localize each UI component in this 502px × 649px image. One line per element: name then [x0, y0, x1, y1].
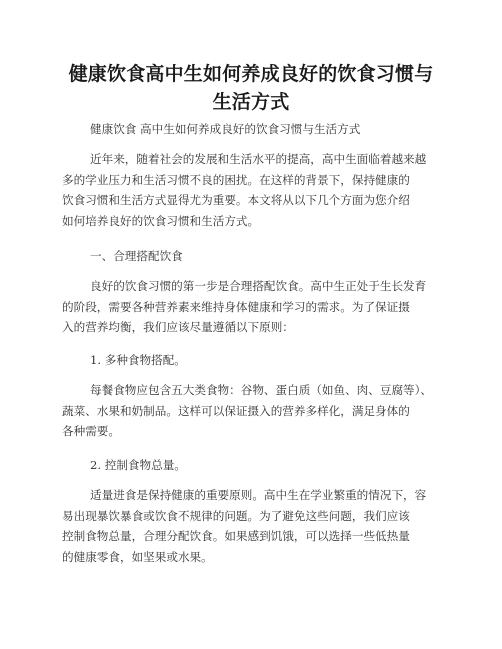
- paragraph-line: 的阶段，需要各种营养素来维持身体健康和学习的需求。为了保证摄: [62, 299, 410, 314]
- paragraph-line: 控制食物总量，合理分配饮食。如果感到饥饿，可以选择一些低热量: [62, 529, 410, 543]
- section-heading: [62, 246, 452, 267]
- paragraph-line: 近年来，随着社会的发展和生活水平的提高，高中生面临着越来越: [90, 152, 427, 166]
- paragraph-line: 2. 控制食物总量。: [90, 458, 186, 472]
- paragraph-line: 一、合理搭配饮食: [90, 249, 183, 263]
- paragraph-line: 饮食习惯和生活方式显得尤为重要。本文将从以下几个方面为您介绍: [62, 193, 410, 207]
- paragraph-line: 健康饮食 高中生如何养成良好的饮食习惯与生活方式: [90, 122, 361, 136]
- paragraph-line: 如何培养良好的饮食习惯和生活方式。: [62, 213, 260, 228]
- paragraph-line: 入的营养均衡，我们应该尽量遵循以下原则：: [62, 320, 294, 334]
- paragraph-line: 1. 多种食物搭配。: [90, 353, 186, 367]
- list-item-heading: [62, 455, 452, 476]
- document-title: [40, 60, 462, 116]
- paragraph-line: 适量进食是保持健康的重要原则。高中生在学业繁重的情况下，容: [90, 488, 427, 502]
- body-paragraph: [62, 380, 452, 442]
- intro-paragraph: [62, 149, 452, 231]
- paragraph-line: 蔬菜、水果和奶制品。这样可以保证摄入的营养多样化，满足身体的: [62, 403, 410, 418]
- paragraph-line: 的健康零食，如坚果或水果。: [62, 549, 213, 564]
- paragraph-line: 各种需要。: [62, 424, 120, 438]
- title-line: 生活方式: [212, 91, 290, 113]
- body-paragraph: [62, 485, 452, 567]
- list-item-heading: [62, 350, 452, 371]
- subtitle-paragraph: [62, 119, 452, 140]
- paragraph-line: 每餐食物应包含五大类食物：谷物、蛋白质（如鱼、肉、豆腐等）、: [90, 383, 433, 397]
- body-paragraph: [62, 276, 452, 338]
- paragraph-line: 多的学业压力和生活习惯不良的困扰。在这样的背景下，保持健康的: [62, 172, 410, 187]
- paragraph-line: 易出现暴饮暴食或饮食不规律的问题。为了避免这些问题，我们应该: [62, 508, 410, 523]
- title-line: 健康饮食高中生如何养成良好的饮食习惯与: [68, 63, 434, 85]
- paragraph-line: 良好的饮食习惯的第一步是合理搭配饮食。高中生正处于生长发育: [90, 279, 427, 293]
